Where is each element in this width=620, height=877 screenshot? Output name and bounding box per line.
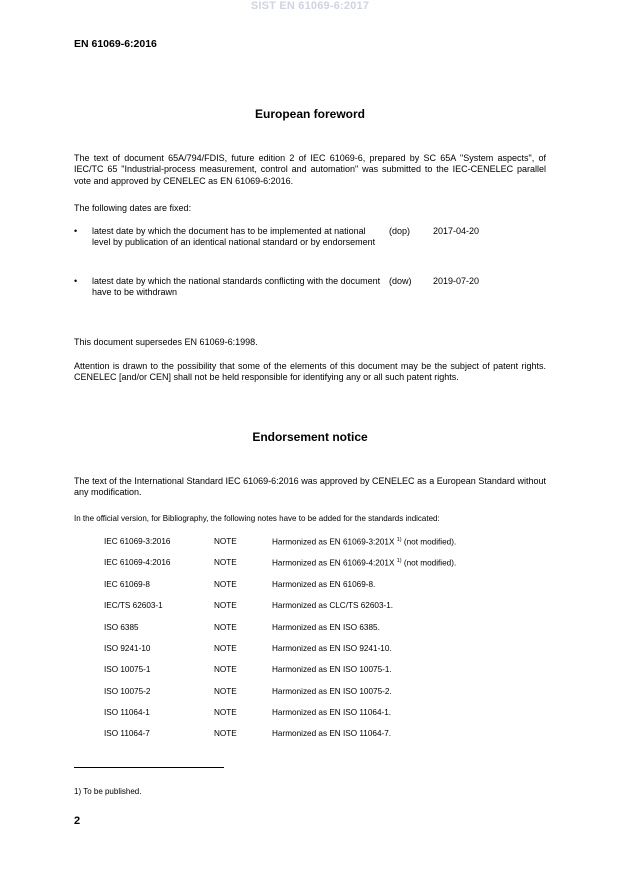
standard-ref: ISO 11064-1 <box>104 708 150 717</box>
note-label: NOTE <box>214 644 237 653</box>
date-item-date: 2019-07-20 <box>433 276 480 286</box>
watermark: SIST EN 61069-6:2017 <box>250 0 370 12</box>
note-label: NOTE <box>214 623 237 632</box>
date-item-text: latest date by which the document has to be implemented at national level by publication of an identical national standard or by endorsement <box>92 226 376 248</box>
note-text: Harmonized as EN ISO 6385. <box>272 623 380 632</box>
note-text: Harmonized as EN ISO 10075-2. <box>272 687 392 696</box>
footnote: 1) To be published. <box>74 787 142 796</box>
note-text <box>272 558 456 568</box>
standard-ref: ISO 10075-2 <box>104 687 151 696</box>
standard-ref: IEC 61069-8 <box>104 580 150 589</box>
footnote-ref: 1) <box>396 558 402 564</box>
note-body: Harmonized as EN 61069-4:201X <box>272 558 395 568</box>
dates-intro-paragraph: The following dates are fixed: <box>74 203 192 213</box>
date-item-code: (dop) <box>389 226 411 236</box>
standard-ref: ISO 6385 <box>104 623 139 632</box>
note-label: NOTE <box>214 580 237 589</box>
note-text <box>272 537 456 547</box>
bullet-mark: • <box>74 276 78 286</box>
foreword-heading: European foreword <box>254 107 365 121</box>
standard-ref: IEC/TS 62603-1 <box>104 601 163 610</box>
footnote-separator <box>74 767 224 768</box>
endorsement-heading: Endorsement notice <box>252 430 368 444</box>
document-id: EN 61069-6:2016 <box>74 38 157 50</box>
note-body: Harmonized as EN 61069-3:201X <box>272 537 395 547</box>
note-label: NOTE <box>214 601 237 610</box>
note-label: NOTE <box>214 687 237 696</box>
date-item-date: 2017-04-20 <box>433 226 480 236</box>
note-label: NOTE <box>214 708 237 717</box>
patent-attention-paragraph: Attention is drawn to the possibility that some of the elements of this document may be the subject of patent rights. CENELEC [and/or CEN] shall not be held responsible for identifying any or all such patent rights. <box>74 361 546 383</box>
note-text: Harmonized as EN 61069-8. <box>272 580 376 589</box>
page-number: 2 <box>74 815 81 827</box>
note-label: NOTE <box>214 665 237 674</box>
standard-ref: ISO 11064-7 <box>104 729 150 738</box>
standard-ref: ISO 9241-10 <box>104 644 151 653</box>
note-label: NOTE <box>214 537 237 546</box>
note-text: Harmonized as CLC/TS 62603-1. <box>272 601 394 610</box>
bullet-mark: • <box>74 226 78 236</box>
note-label: NOTE <box>214 729 237 738</box>
supersedes-paragraph: This document supersedes EN 61069-6:1998. <box>74 337 258 347</box>
footnote-ref: 1) <box>396 537 402 543</box>
bibliography-note: In the official version, for Bibliography, the following notes have to be added for the standards indicated: <box>74 514 440 523</box>
endorsement-paragraph: The text of the International Standard IEC 61069-6:2016 was approved by CENELEC as a European Standard without any modification. <box>74 476 546 498</box>
note-text: Harmonized as EN ISO 11064-1. <box>272 708 392 717</box>
standard-ref: IEC 61069-4:2016 <box>104 558 171 567</box>
note-suffix: (not modified). <box>401 558 457 568</box>
date-item-code: (dow) <box>389 276 412 286</box>
date-item-text: latest date by which the national standards conflicting with the document have to be withdrawn <box>92 276 381 298</box>
note-text: Harmonized as EN ISO 10075-1. <box>272 665 392 674</box>
note-text: Harmonized as EN ISO 11064-7. <box>272 729 392 738</box>
foreword-intro-paragraph: The text of document 65A/794/FDIS, future edition 2 of IEC 61069-6, prepared by SC 65A "System aspects", of IEC/TC 65 "Industrial-process measurement, control and automation" was submitted to the IEC-CENELEC parallel vote and approved by CENELEC as EN 61069-6:2016. <box>74 153 546 186</box>
standard-ref: ISO 10075-1 <box>104 665 151 674</box>
note-text: Harmonized as EN ISO 9241-10. <box>272 644 392 653</box>
note-label: NOTE <box>214 558 237 567</box>
standard-ref: IEC 61069-3:2016 <box>104 537 171 546</box>
note-suffix: (not modified). <box>401 537 457 547</box>
